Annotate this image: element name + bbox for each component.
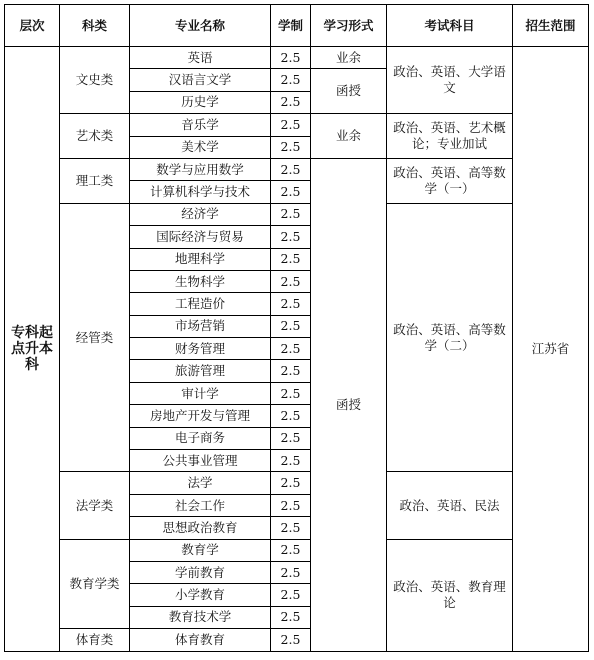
major-cell: 教育技术学 — [130, 606, 271, 628]
exam-subjects-cell: 政治、英语、艺术概论；专业加试 — [387, 114, 513, 159]
table-row — [5, 203, 589, 225]
table-row — [5, 158, 589, 180]
major-cell: 教育学 — [130, 539, 271, 561]
exam-subjects-cell: 政治、英语、高等数学（二） — [387, 203, 513, 472]
duration-cell: 2.5 — [271, 360, 311, 382]
duration-cell: 2.5 — [271, 561, 311, 583]
major-cell: 体育教育 — [130, 629, 271, 651]
category-cell: 体育类 — [60, 629, 130, 651]
enrollment-table — [4, 4, 589, 652]
duration-cell: 2.5 — [271, 629, 311, 651]
study-form-cell: 函授 — [311, 69, 387, 114]
category-cell: 艺术类 — [60, 114, 130, 159]
category-cell: 经管类 — [60, 203, 130, 472]
major-cell: 经济学 — [130, 203, 271, 225]
table-row — [5, 47, 589, 69]
table-row — [5, 539, 589, 561]
major-cell: 工程造价 — [130, 293, 271, 315]
major-cell: 思想政治教育 — [130, 517, 271, 539]
duration-cell: 2.5 — [271, 181, 311, 203]
duration-cell: 2.5 — [271, 47, 311, 69]
major-cell: 生物科学 — [130, 270, 271, 292]
duration-cell: 2.5 — [271, 517, 311, 539]
header-category: 科类 — [60, 5, 130, 47]
major-cell: 旅游管理 — [130, 360, 271, 382]
duration-cell: 2.5 — [271, 69, 311, 91]
header-duration: 学制 — [271, 5, 311, 47]
duration-cell: 2.5 — [271, 450, 311, 472]
study-form-cell: 函授 — [311, 158, 387, 651]
major-cell: 学前教育 — [130, 561, 271, 583]
major-cell: 数学与应用数学 — [130, 158, 271, 180]
study-form-cell: 业余 — [311, 47, 387, 69]
exam-subjects-cell: 政治、英语、高等数学（一） — [387, 158, 513, 203]
category-cell: 文史类 — [60, 47, 130, 114]
header-major: 专业名称 — [130, 5, 271, 47]
major-cell: 国际经济与贸易 — [130, 226, 271, 248]
major-cell: 计算机科学与技术 — [130, 181, 271, 203]
study-form-cell: 业余 — [311, 114, 387, 159]
major-cell: 汉语言文学 — [130, 69, 271, 91]
duration-cell: 2.5 — [271, 114, 311, 136]
table-row — [5, 114, 589, 136]
major-cell: 房地产开发与管理 — [130, 405, 271, 427]
header-exam-subjects: 考试科目 — [387, 5, 513, 47]
duration-cell: 2.5 — [271, 248, 311, 270]
duration-cell: 2.5 — [271, 427, 311, 449]
duration-cell: 2.5 — [271, 405, 311, 427]
category-cell: 教育学类 — [60, 539, 130, 629]
header-study-form: 学习形式 — [311, 5, 387, 47]
major-cell: 地理科学 — [130, 248, 271, 270]
header-row — [5, 5, 589, 47]
category-cell: 理工类 — [60, 158, 130, 203]
duration-cell: 2.5 — [271, 91, 311, 113]
major-cell: 市场营销 — [130, 315, 271, 337]
major-cell: 美术学 — [130, 136, 271, 158]
major-cell: 历史学 — [130, 91, 271, 113]
duration-cell: 2.5 — [271, 293, 311, 315]
exam-subjects-cell: 政治、英语、教育理论 — [387, 539, 513, 651]
exam-subjects-cell: 政治、英语、民法 — [387, 472, 513, 539]
duration-cell: 2.5 — [271, 494, 311, 516]
major-cell: 社会工作 — [130, 494, 271, 516]
duration-cell: 2.5 — [271, 136, 311, 158]
category-cell: 法学类 — [60, 472, 130, 539]
table-row — [5, 472, 589, 494]
header-enrollment-scope: 招生范围 — [513, 5, 589, 47]
major-cell: 财务管理 — [130, 338, 271, 360]
duration-cell: 2.5 — [271, 472, 311, 494]
major-cell: 小学教育 — [130, 584, 271, 606]
major-cell: 公共事业管理 — [130, 450, 271, 472]
duration-cell: 2.5 — [271, 584, 311, 606]
enrollment-scope-cell: 江苏省 — [513, 47, 589, 652]
duration-cell: 2.5 — [271, 158, 311, 180]
duration-cell: 2.5 — [271, 203, 311, 225]
level-cell: 专科起点升本科 — [5, 47, 60, 652]
duration-cell: 2.5 — [271, 606, 311, 628]
duration-cell: 2.5 — [271, 226, 311, 248]
exam-subjects-cell: 政治、英语、大学语文 — [387, 47, 513, 114]
major-cell: 英语 — [130, 47, 271, 69]
duration-cell: 2.5 — [271, 270, 311, 292]
duration-cell: 2.5 — [271, 338, 311, 360]
major-cell: 音乐学 — [130, 114, 271, 136]
duration-cell: 2.5 — [271, 539, 311, 561]
major-cell: 法学 — [130, 472, 271, 494]
major-cell: 审计学 — [130, 382, 271, 404]
header-level: 层次 — [5, 5, 60, 47]
duration-cell: 2.5 — [271, 382, 311, 404]
duration-cell: 2.5 — [271, 315, 311, 337]
major-cell: 电子商务 — [130, 427, 271, 449]
